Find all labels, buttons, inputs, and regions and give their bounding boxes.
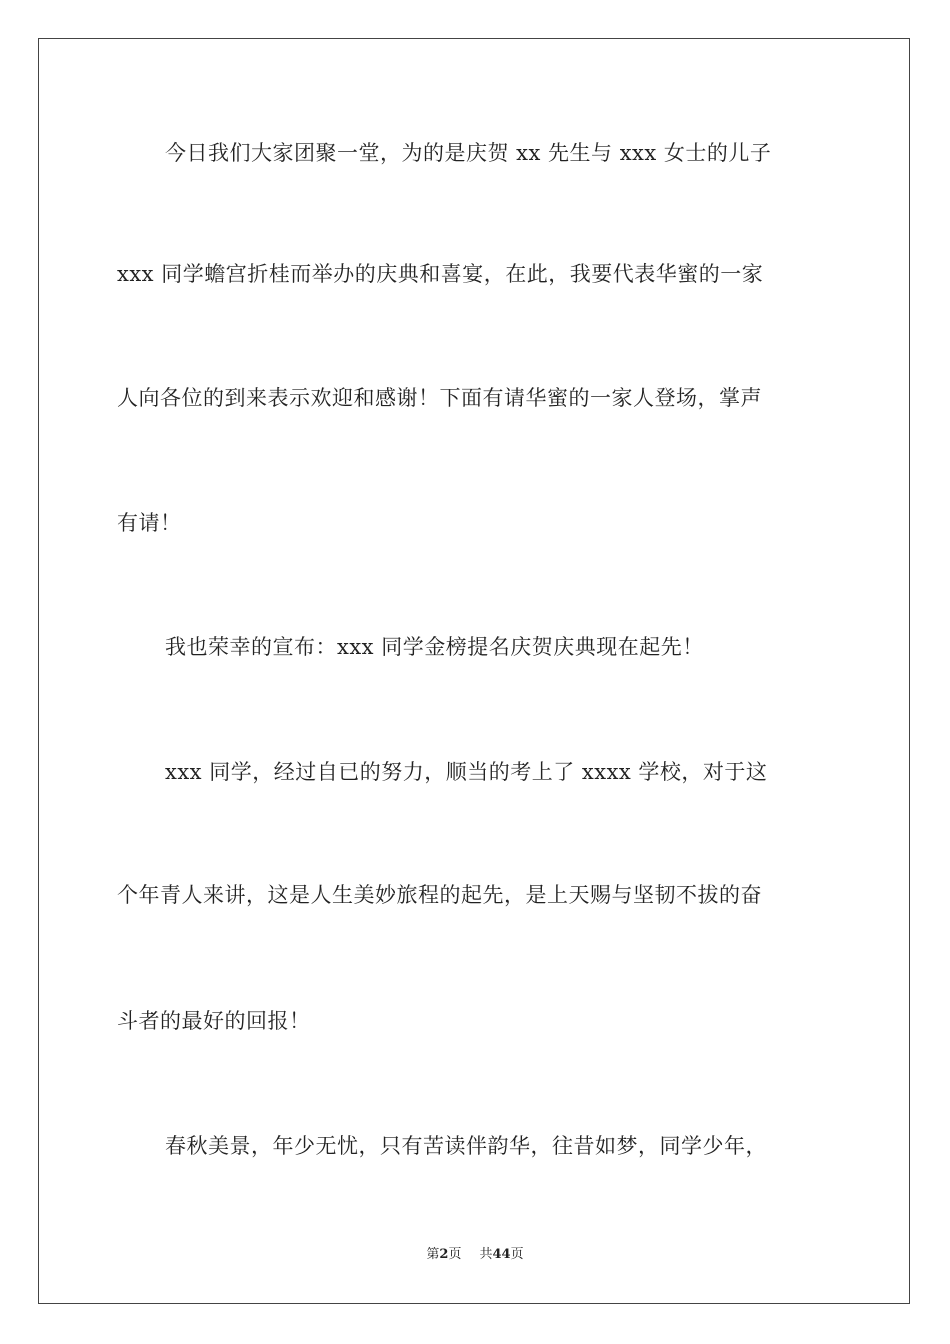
total-prefix: 共 <box>479 1247 493 1262</box>
total-pages: 44 <box>492 1247 511 1262</box>
paragraph-4-line-1: 春秋美景，年少无忧，只有苦读伴韵华，往昔如梦，同学少年， <box>165 1134 767 1158</box>
page-border <box>38 38 910 1304</box>
total-suffix: 页 <box>510 1247 524 1262</box>
page-prefix: 第 <box>426 1247 440 1262</box>
paragraph-1-line-1: 今日我们大家团聚一堂，为的是庆贺 xx 先生与 xxx 女士的儿子 <box>165 141 772 165</box>
page-suffix: 页 <box>448 1247 462 1262</box>
page-number: 2 <box>439 1247 449 1262</box>
paragraph-3-line-1: xxx 同学，经过自已的努力，顺当的考上了 xxxx 学校，对于这 <box>165 760 768 784</box>
paragraph-3-line-3: 斗者的最好的回报！ <box>117 1009 311 1033</box>
paragraph-1-line-4: 有请！ <box>117 511 182 535</box>
paragraph-1-line-2: xxx 同学蟾宫折桂而举办的庆典和喜宴，在此，我要代表华蜜的一家 <box>117 262 764 286</box>
paragraph-1-line-3: 人向各位的到来表示欢迎和感谢！下面有请华蜜的一家人登场，掌声 <box>117 386 762 410</box>
paragraph-2-line-1: 我也荣幸的宣布：xxx 同学金榜提名庆贺庆典现在起先！ <box>165 635 704 659</box>
page-footer <box>0 1246 950 1264</box>
paragraph-3-line-2: 个年青人来讲，这是人生美妙旅程的起先，是上天赐与坚韧不拔的奋 <box>117 883 762 907</box>
